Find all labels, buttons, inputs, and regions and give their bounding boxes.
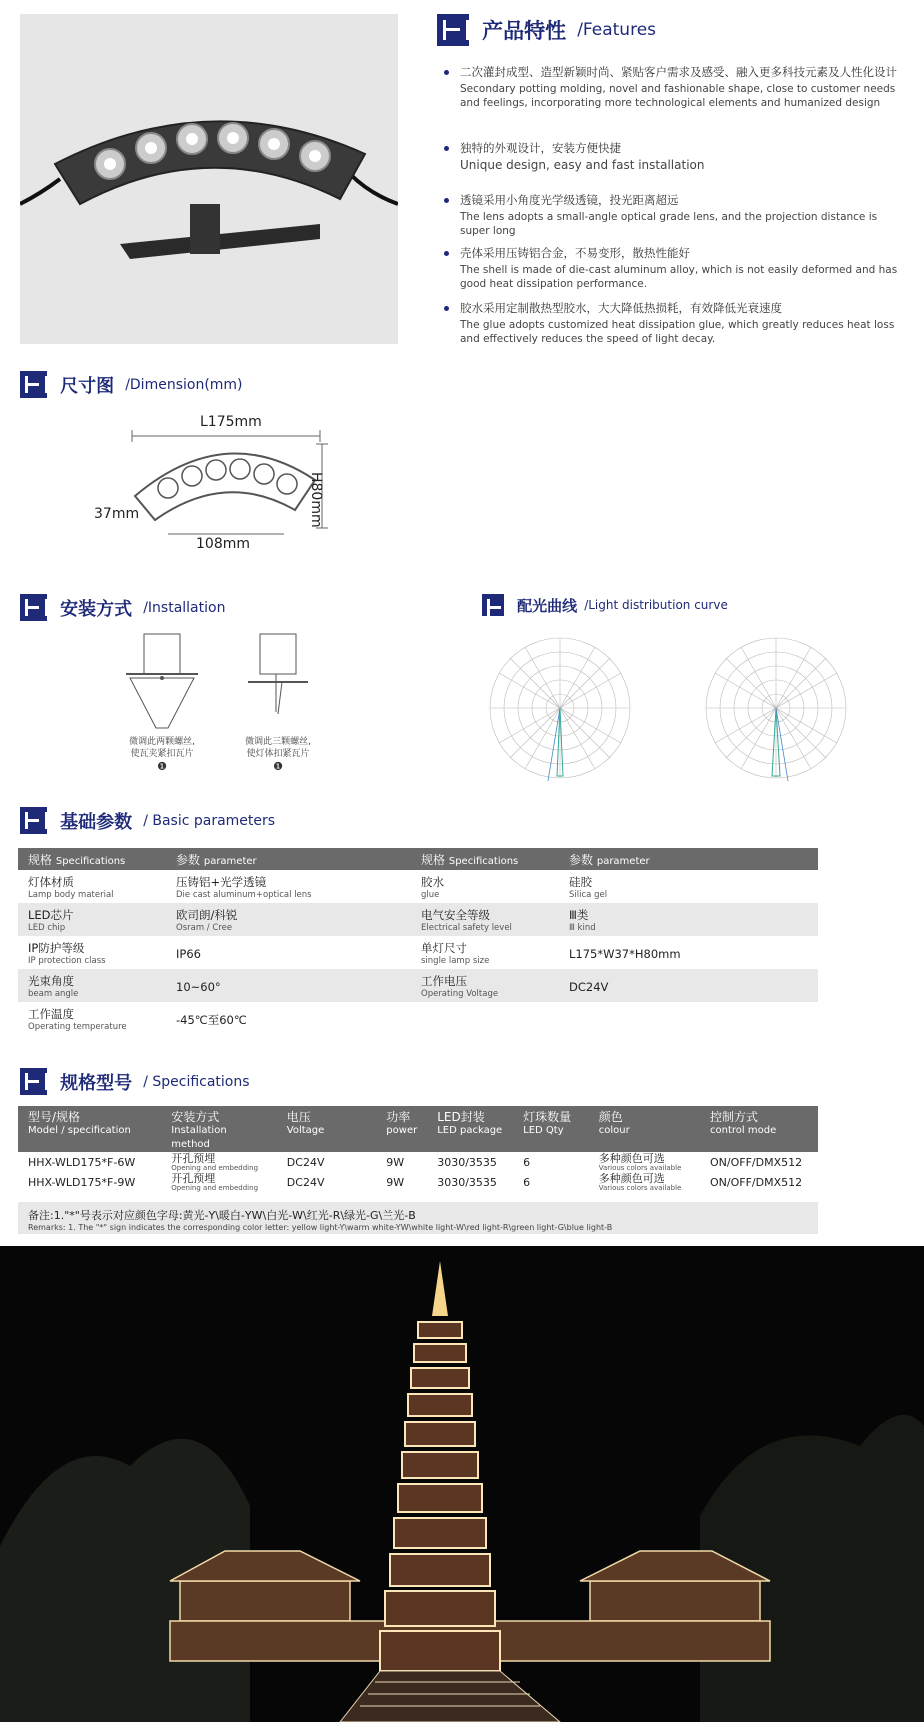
polar-chart-2 bbox=[704, 636, 854, 786]
table-row: 工作温度 Operating temperature -45℃至60℃ bbox=[28, 1006, 247, 1032]
specifications-table bbox=[18, 1106, 818, 1192]
table-header-row: 规格 Specifications 参数 parameter 规格 Specifications 参数 parameter bbox=[18, 848, 818, 870]
basic-parameters-table bbox=[18, 848, 818, 1035]
application-photo bbox=[0, 1246, 924, 1722]
installation-diagram-2 bbox=[228, 632, 328, 777]
feature-item-5: 胶水采用定制散热型胶水，大大降低热损耗，有效降低光衰速度 The glue adopts customized heat dissipation glue, which greatly reduces heat loss and effectively reduces the speed of light decay. bbox=[450, 300, 910, 346]
dimension-height: H80mm bbox=[308, 472, 324, 528]
table-header-row: 型号/规格 Model / specification 安装方式 Installation method 电压 Voltage 功率 power LED封装 LED package 灯珠数量 LED Qty 颜色 colour 控制方式 control mode bbox=[18, 1106, 818, 1152]
features-subtitle: /Features bbox=[577, 20, 657, 40]
table-row: HHX-WLD175*F-6W 开孔预埋 Opening and embedding DC24V 9W 3030/3535 6 多种颜色可选 Various colors available ON/OFF/DMX512 bbox=[28, 1151, 803, 1172]
feature-item-2: 独特的外观设计，安装方便快捷 Unique design, easy and fast installation bbox=[450, 140, 910, 172]
installation-diagram-1 bbox=[112, 632, 212, 777]
step-badge-icon: ❶ bbox=[157, 760, 167, 773]
dimension-header: 尺寸图 /Dimension(mm) bbox=[20, 371, 243, 398]
light-curve-header: 配光曲线 /Light distribution curve bbox=[482, 594, 728, 616]
table-row: HHX-WLD175*F-9W 开孔预埋 Opening and embedding DC24V 9W 3030/3535 6 多种颜色可选 Various colors available ON/OFF/DMX512 bbox=[28, 1171, 803, 1192]
feature-item-4: 壳体采用压铸铝合金，不易变形，散热性能好 The shell is made of die-cast aluminum alloy, which is not easily deformed and has good heat dissipation performance. bbox=[450, 245, 910, 291]
brand-logo-icon bbox=[20, 371, 47, 398]
table-row: 灯体材质 Lamp body material 压铸铝+光学透镜 Die cast aluminum+optical lens 胶水 glue 硅胶 Silica gel bbox=[28, 874, 608, 900]
remarks-box bbox=[18, 1202, 818, 1234]
product-photo bbox=[20, 14, 398, 344]
table-row: IP防护等级 IP protection class IP66 单灯尺寸 single lamp size L175*W37*H80mm bbox=[28, 940, 681, 966]
installation-caption-1: 微调此两颗螺丝, 使瓦夹紧扣瓦片 bbox=[129, 737, 195, 759]
remark-en: Remarks: 1. The "*" sign indicates the corresponding color letter: yellow light-Y\warm white-YW\white light-W\red light-R\green light-G\blue light-B bbox=[28, 1223, 613, 1232]
lamp-illustration bbox=[20, 14, 398, 344]
brand-logo-icon bbox=[20, 594, 47, 621]
brand-logo-icon bbox=[20, 807, 47, 834]
dimension-bottom: 108mm bbox=[196, 536, 250, 552]
basic-header: 基础参数 / Basic parameters bbox=[20, 807, 275, 834]
dimension-length: L175mm bbox=[200, 414, 262, 430]
features-header bbox=[437, 14, 656, 46]
installation-header: 安装方式 /Installation bbox=[20, 594, 225, 621]
feature-item-3: 透镜采用小角度光学级透镜，投光距离超远 The lens adopts a small-angle optical grade lens, and the projection distance is super long bbox=[450, 192, 910, 238]
features-title: 产品特性 bbox=[482, 19, 567, 43]
dimension-width: 37mm bbox=[94, 506, 140, 522]
table-row: 光束角度 beam angle 10~60° 工作电压 Operating Voltage DC24V bbox=[18, 969, 818, 1002]
brand-logo-icon bbox=[437, 14, 469, 46]
feature-item-1: 二次灌封成型、造型新颖时尚、紧贴客户需求及感受、融入更多科技元素及人性化设计 Secondary potting molding, novel and fashionable shape, close to customer needs and feelings, incorporating more technological elements and humanized design bbox=[450, 64, 910, 110]
brand-logo-icon bbox=[20, 1068, 47, 1095]
step-badge-icon: ❶ bbox=[273, 760, 283, 773]
specs-header: 规格型号 / Specifications bbox=[20, 1068, 250, 1095]
dimension-drawing bbox=[90, 410, 350, 560]
brand-logo-icon bbox=[482, 594, 504, 616]
table-row: LED芯片 LED chip 欧司朗/科锐 Osram / Cree 电气安全等级 Electrical safety level Ⅲ类 Ⅲ kind bbox=[18, 903, 818, 936]
remark-zh: 备注:1."*"号表示对应颜色字母:黄光-Y\暖白-YW\白光-W\红光-R\绿光-G\兰光-B bbox=[28, 1209, 416, 1222]
polar-chart-1 bbox=[488, 636, 638, 786]
installation-caption-2: 微调此三颗螺丝, 使灯体扣紧瓦片 bbox=[245, 737, 311, 759]
